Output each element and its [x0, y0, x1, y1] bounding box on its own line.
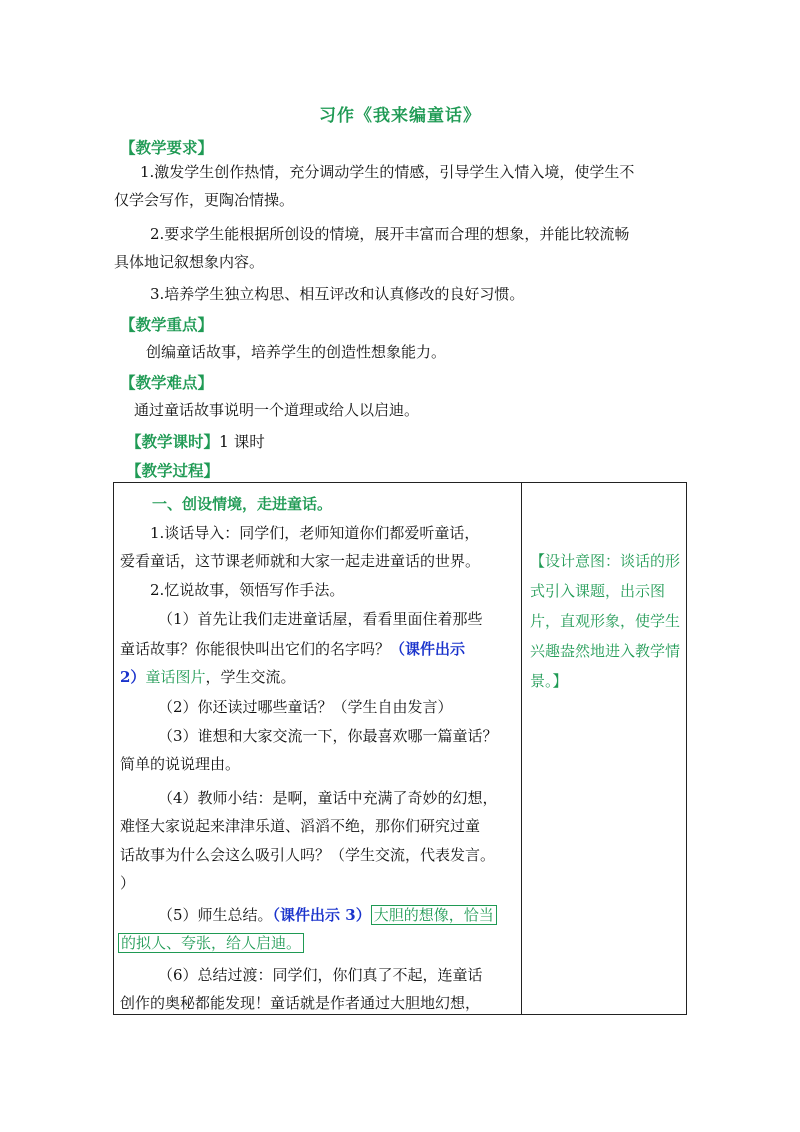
q6-line-1: （6）总结过渡：同学们，你们真了不起，连童话 — [158, 966, 483, 984]
step-2: 2.忆说故事，领悟写作手法。 — [150, 581, 345, 599]
section-1-title: 一、创设情境，走进童话。 — [152, 495, 333, 513]
process-content-cell — [114, 483, 522, 1015]
hours-row — [126, 430, 265, 452]
focus-heading: 【教学重点】 — [120, 315, 214, 334]
step-1-line-2: 爱看童话，这节课老师就和大家一起走进童话的世界。 — [120, 552, 481, 570]
page-title: 习作《我来编童话》 — [319, 106, 481, 126]
q5-courseware-label: （课件出示 3） — [272, 906, 371, 924]
q4-line-4: ） — [120, 874, 136, 892]
hours-heading: 【教学课时】 — [126, 432, 220, 451]
requirements-heading: 【教学要求】 — [120, 138, 214, 157]
requirement-1-line-2: 仅学会写作，更陶冶情操。 — [114, 191, 295, 209]
q3-line-2: 简单的说说理由。 — [120, 755, 241, 773]
q5-boxed-text-2: 的拟人、夸张，给人启迪。 — [118, 933, 304, 953]
q3-line-1: （3）谁想和大家交流一下，你最喜欢哪一篇童话？ — [158, 727, 498, 745]
q1-line-3 — [120, 666, 295, 687]
step-1-line-1: 1.谈话导入：同学们，老师知道你们都爱听童话， — [150, 524, 480, 542]
process-table — [113, 482, 687, 1015]
q2: （2）你还读过哪些童话？（学生自由发言） — [158, 698, 453, 716]
q5-boxed-text-1: 大胆的想像，恰当 — [371, 905, 497, 925]
q6-line-2: 创作的奥秘都能发现！童话就是作者通过大胆地幻想， — [120, 994, 481, 1012]
q1-courseware-label: （课件出示 — [390, 640, 466, 658]
q1-line-1: （1）首先让我们走进童话屋，看看里面住着那些 — [158, 610, 483, 628]
q5-summary: （5）师生总结。 — [158, 906, 273, 924]
q1-courseware-number: 2） — [120, 668, 146, 686]
q1-line-2 — [120, 638, 465, 659]
process-heading: 【教学过程】 — [126, 461, 220, 480]
q1-fairy-tale-pictures: 童话图片 — [145, 668, 206, 686]
difficulty-heading: 【教学难点】 — [120, 373, 214, 392]
q4-line-1: （4）教师小结：是啊，童话中充满了奇妙的幻想， — [158, 789, 498, 807]
q1-question: 童话故事？你能很快叫出它们的名字吗？ — [120, 640, 391, 658]
hours-text: 1 课时 — [219, 433, 265, 451]
q4-line-3: 话故事为什么会这么吸引人吗？（学生交流，代表发言。 — [120, 846, 496, 864]
q4-line-2: 难怪大家说起来津津乐道、滔滔不绝，那你们研究过童 — [120, 817, 481, 835]
requirement-2-line-1: 2.要求学生能根据所创设的情境，展开丰富而合理的想象，并能比较流畅 — [150, 225, 630, 243]
q1-student-exchange: ，学生交流。 — [205, 668, 296, 686]
difficulty-text: 通过童话故事说明一个道理或给人以启迪。 — [134, 401, 420, 419]
requirement-1-line-1: 1.激发学生创作热情，充分调动学生的情感，引导学生入情入境，使学生不 — [140, 163, 635, 181]
q5-line-1 — [158, 904, 497, 925]
requirement-2-line-2: 具体地记叙想象内容。 — [114, 253, 265, 271]
requirement-3: 3.培养学生独立构思、相互评改和认真修改的良好习惯。 — [150, 285, 525, 303]
q5-line-2 — [118, 932, 304, 953]
design-intent-note: 【设计意图：谈话的形式引入课题，出示图片，直观形象，使学生兴趣盎然地进入教学情景。】 — [530, 552, 681, 690]
design-intent-cell — [522, 483, 687, 1015]
focus-text: 创编童话故事，培养学生的创造性想象能力。 — [146, 343, 447, 361]
